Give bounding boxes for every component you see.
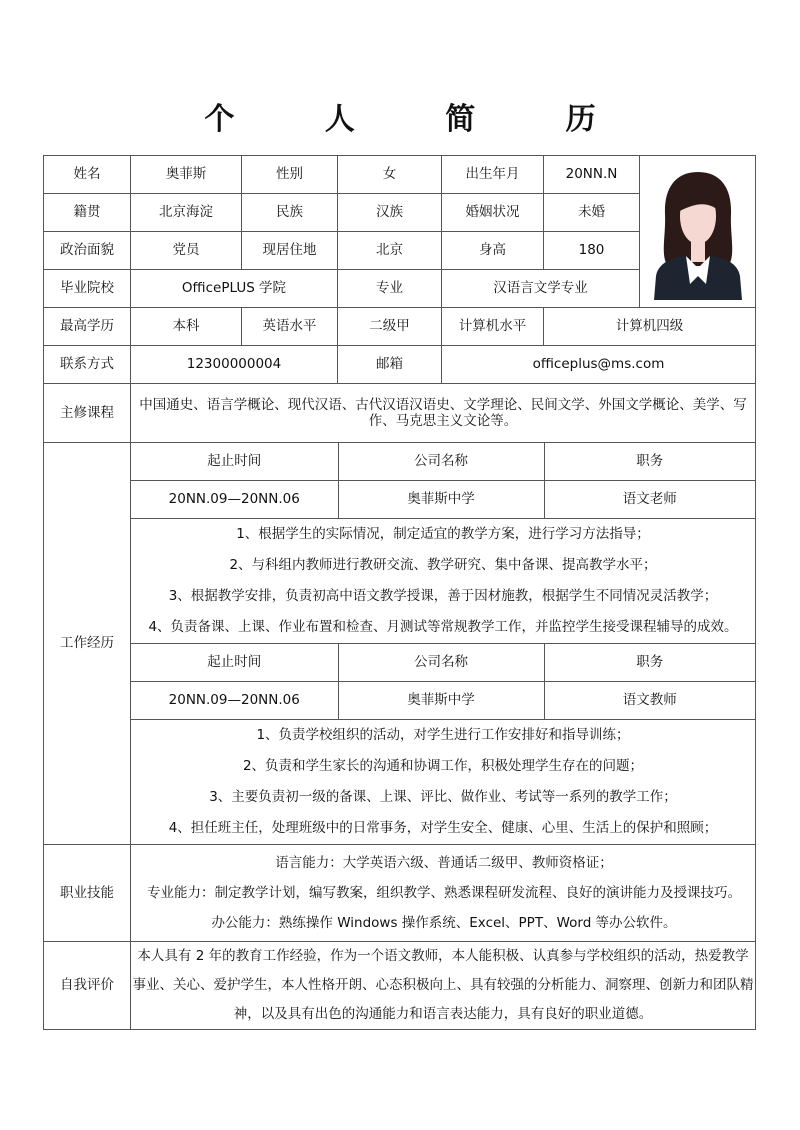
- computer-label: 计算机水平: [442, 308, 544, 346]
- political-value: 党员: [131, 232, 242, 270]
- residence-label: 现居住地: [242, 232, 338, 270]
- duty-item: 4、负责备课、上课、作业布置和检查、月测试等常规教学工作，并监控学生接受课程辅导的成效。: [148, 619, 738, 635]
- job-duties: [131, 519, 755, 644]
- school-value: OfficePLUS 学院: [131, 270, 338, 308]
- political-label: 政治面貌: [44, 232, 131, 270]
- marital-value: 未婚: [544, 194, 640, 232]
- job-position: 语文教师: [544, 682, 755, 720]
- major-label: 专业: [338, 270, 442, 308]
- skills-label: 职业技能: [44, 845, 131, 942]
- skill-line: 办公能力：熟练操作 Windows 操作系统、Excel、PPT、Word 等办公软件。: [211, 915, 677, 931]
- school-label: 毕业院校: [44, 270, 131, 308]
- skill-line: 专业能力：制定教学计划，编写教案，组织教学、熟悉课程研发流程、良好的演讲能力及授课技巧。: [147, 885, 741, 901]
- self-eval-text: 本人具有 2 年的教育工作经验，作为一个语文教师，本人能积极、认真参与学校组织的活动，热爱教学事业、关心、爱护学生，本人性格开朗、心态积极向上、具有较强的分析能力、洞察理、创新力和团队精神，以及具有出色的沟通能力和语言表达能力，具有良好的职业道德。: [131, 942, 756, 1030]
- header-period: 起止时间: [131, 443, 338, 481]
- birth-value: 20NN.N: [544, 156, 640, 194]
- duty-item: 3、主要负责初一级的备课、上课、评比、做作业、考试等一系列的教学工作；: [209, 789, 677, 805]
- gender-label: 性别: [242, 156, 338, 194]
- courses-text: 中国通史、语言学概论、现代汉语、古代汉语汉语史、文学理论、民间文学、外国文学概论、美学、写作、马克思主义文论等。: [131, 384, 756, 443]
- header-company: 公司名称: [338, 443, 544, 481]
- duty-item: 1、负责学校组织的活动，对学生进行工作安排好和指导训练；: [256, 727, 630, 743]
- gender-value: 女: [338, 156, 442, 194]
- ethnic-label: 民族: [242, 194, 338, 232]
- courses-label: 主修课程: [44, 384, 131, 443]
- header-position: 职务: [544, 443, 755, 481]
- woman-avatar-icon: [648, 164, 748, 300]
- resume-table: [43, 155, 756, 1030]
- degree-value: 本科: [131, 308, 242, 346]
- marital-label: 婚姻状况: [442, 194, 544, 232]
- english-label: 英语水平: [242, 308, 338, 346]
- duty-item: 2、与科组内教师进行教研交流、教学研究、集中备课、提高教学水平；: [229, 557, 657, 573]
- header-position: 职务: [544, 644, 755, 682]
- skills-section: [131, 845, 756, 942]
- birth-label: 出生年月: [442, 156, 544, 194]
- duty-item: 4、担任班主任，处理班级中的日常事务，对学生安全、健康、心里、生活上的保护和照顾；: [168, 820, 718, 836]
- email-value: officeplus@ms.com: [442, 346, 756, 384]
- self-eval-label: 自我评价: [44, 942, 131, 1030]
- photo-cell: [640, 156, 756, 308]
- duty-item: 1、根据学生的实际情况，制定适宜的教学方案，进行学习方法指导；: [236, 526, 650, 542]
- job-table: [131, 443, 755, 844]
- height-label: 身高: [442, 232, 544, 270]
- degree-label: 最高学历: [44, 308, 131, 346]
- duty-item: 3、根据教学安排，负责初高中语文教学授课，善于因材施教，根据学生不同情况灵活教学；: [168, 588, 718, 604]
- job-duties: [131, 720, 755, 845]
- header-company: 公司名称: [338, 644, 544, 682]
- job-company: 奥菲斯中学: [338, 481, 544, 519]
- job-company: 奥菲斯中学: [338, 682, 544, 720]
- header-period: 起止时间: [131, 644, 338, 682]
- height-value: 180: [544, 232, 640, 270]
- contact-value: 12300000004: [131, 346, 338, 384]
- work-section: [131, 443, 756, 845]
- native-label: 籍贯: [44, 194, 131, 232]
- contact-label: 联系方式: [44, 346, 131, 384]
- name-label: 姓名: [44, 156, 131, 194]
- computer-value: 计算机四级: [544, 308, 756, 346]
- english-value: 二级甲: [338, 308, 442, 346]
- name-value: 奥菲斯: [131, 156, 242, 194]
- page-title: 个 人 简 历: [204, 102, 636, 137]
- ethnic-value: 汉族: [338, 194, 442, 232]
- job-period: 20NN.09—20NN.06: [131, 481, 338, 519]
- native-value: 北京海淀: [131, 194, 242, 232]
- job-position: 语文老师: [544, 481, 755, 519]
- residence-value: 北京: [338, 232, 442, 270]
- email-label: 邮箱: [338, 346, 442, 384]
- work-label: 工作经历: [44, 443, 131, 845]
- job-period: 20NN.09—20NN.06: [131, 682, 338, 720]
- skill-line: 语言能力：大学英语六级、普通话二级甲、教师资格证；: [275, 855, 613, 871]
- major-value: 汉语言文学专业: [442, 270, 640, 308]
- duty-item: 2、负责和学生家长的沟通和协调工作，积极处理学生存在的问题；: [242, 758, 644, 774]
